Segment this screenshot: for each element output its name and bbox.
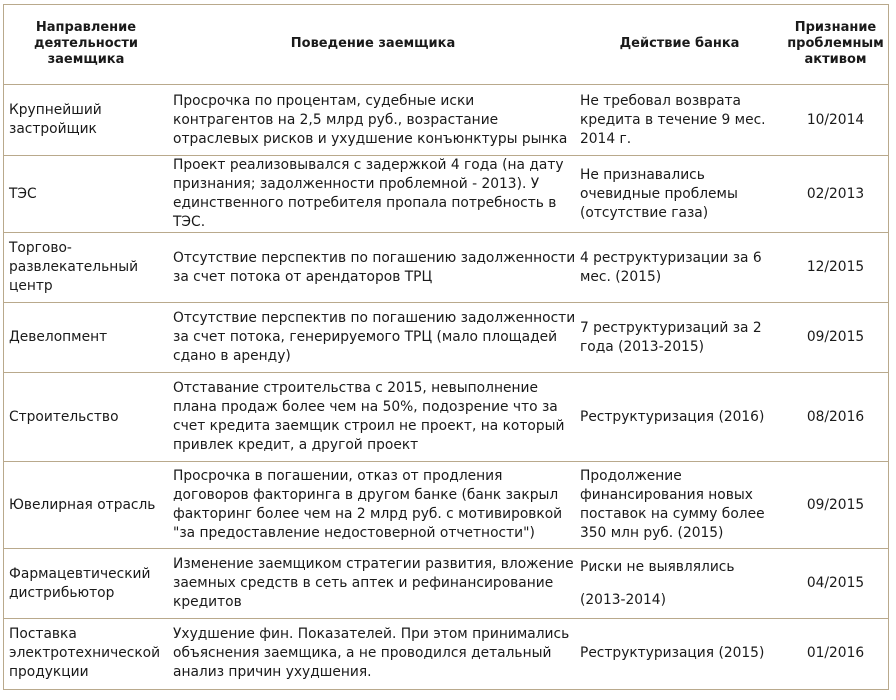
table-row	[3, 156, 889, 233]
cell-behavior: Изменение заемщиком стратегии развития, вложение заемных средств в сеть аптек и рефинансирование кредитов	[169, 549, 577, 619]
cell-action: 4 реструктуризации за 6 мес. (2015)	[577, 233, 782, 303]
cell-action: 7 реструктуризаций за 2 года (2013-2015)	[577, 303, 782, 373]
cell-action: Реструктуризация (2016)	[577, 373, 782, 462]
cell-action	[577, 549, 782, 619]
header-direction: Направление деятельности заемщика	[3, 4, 169, 85]
cell-action: Не требовал возврата кредита в течение 9 мес. 2014 г.	[577, 85, 782, 156]
cell-action-line: Риски не выявлялись	[580, 558, 735, 575]
cell-behavior: Просрочка по процентам, судебные иски контрагентов на 2,5 млрд руб., возрастание отраслевых рисков и ухудшение конъюнктуры рынка	[169, 85, 577, 156]
table-row	[3, 303, 889, 373]
header-behavior: Поведение заемщика	[169, 4, 577, 85]
cell-direction: Фармацевтический дистрибьютор	[3, 549, 169, 619]
cell-behavior: Отставание строительства с 2015, невыполнение плана продаж более чем на 50%, подозрение что за счет кредита заемщик строил не проект, на который привлек кредит, а другой проект	[169, 373, 577, 462]
cell-direction: Крупнейший застройщик	[3, 85, 169, 156]
cell-action: Продолжение финансирования новых поставок на сумму более 350 млн руб. (2015)	[577, 462, 782, 549]
cell-date: 04/2015	[782, 549, 889, 619]
cell-behavior: Отсутствие перспектив по погашению задолженности за счет потока, генерируемого ТРЦ (мало площадей сдано в аренду)	[169, 303, 577, 373]
table-row	[3, 85, 889, 156]
table-row	[3, 373, 889, 462]
cell-action: Реструктуризация (2015)	[580, 645, 765, 662]
cell-action-line: (2013-2014)	[580, 591, 666, 608]
header-recognition: Признание проблемным активом	[782, 4, 889, 85]
cell-date: 12/2015	[782, 233, 889, 303]
table-row	[3, 233, 889, 303]
cell-date: 10/2014	[782, 85, 889, 156]
cell-behavior: Отсутствие перспектив по погашению задолженности за счет потока от арендаторов ТРЦ	[169, 233, 577, 303]
header-row	[3, 4, 889, 85]
problem-assets-table	[3, 4, 889, 689]
cell-date: 09/2015	[782, 462, 889, 549]
header-action: Действие банка	[577, 4, 782, 85]
cell-action: Не признавались очевидные проблемы (отсутствие газа)	[577, 156, 782, 233]
cell-direction: Девелопмент	[3, 303, 169, 373]
table-row	[3, 462, 889, 549]
cell-direction: Торгово-развлекательный центр	[3, 233, 169, 303]
cell-direction: Поставка электротехнической продукции	[9, 626, 161, 681]
cell-date: 08/2016	[782, 373, 889, 462]
cell-direction: ТЭС	[3, 156, 169, 233]
cell-behavior: Проект реализовывался с задержкой 4 года (на дату признания; задолженности проблемной - 2013). У единственного потребителя пропала потребность в ТЭС.	[169, 156, 577, 233]
table-row	[3, 549, 889, 619]
cell-direction: Строительство	[3, 373, 169, 462]
cell-behavior: Просрочка в погашении, отказ от продления договоров факторинга в другом банке (банк закрыл факторинг более чем на 2 млрд руб. с мотивировкой "за предоставление недостоверной отчетности")	[169, 462, 577, 549]
cell-behavior: Ухудшение фин. Показателей. При этом принимались объяснения заемщика, а не проводился детальный анализ причин ухудшения.	[173, 626, 570, 681]
cell-direction: Ювелирная отрасль	[3, 462, 169, 549]
cell-date: 02/2013	[782, 156, 889, 233]
table-row	[3, 619, 889, 689]
cell-date: 01/2016	[806, 645, 865, 662]
cell-date: 09/2015	[782, 303, 889, 373]
